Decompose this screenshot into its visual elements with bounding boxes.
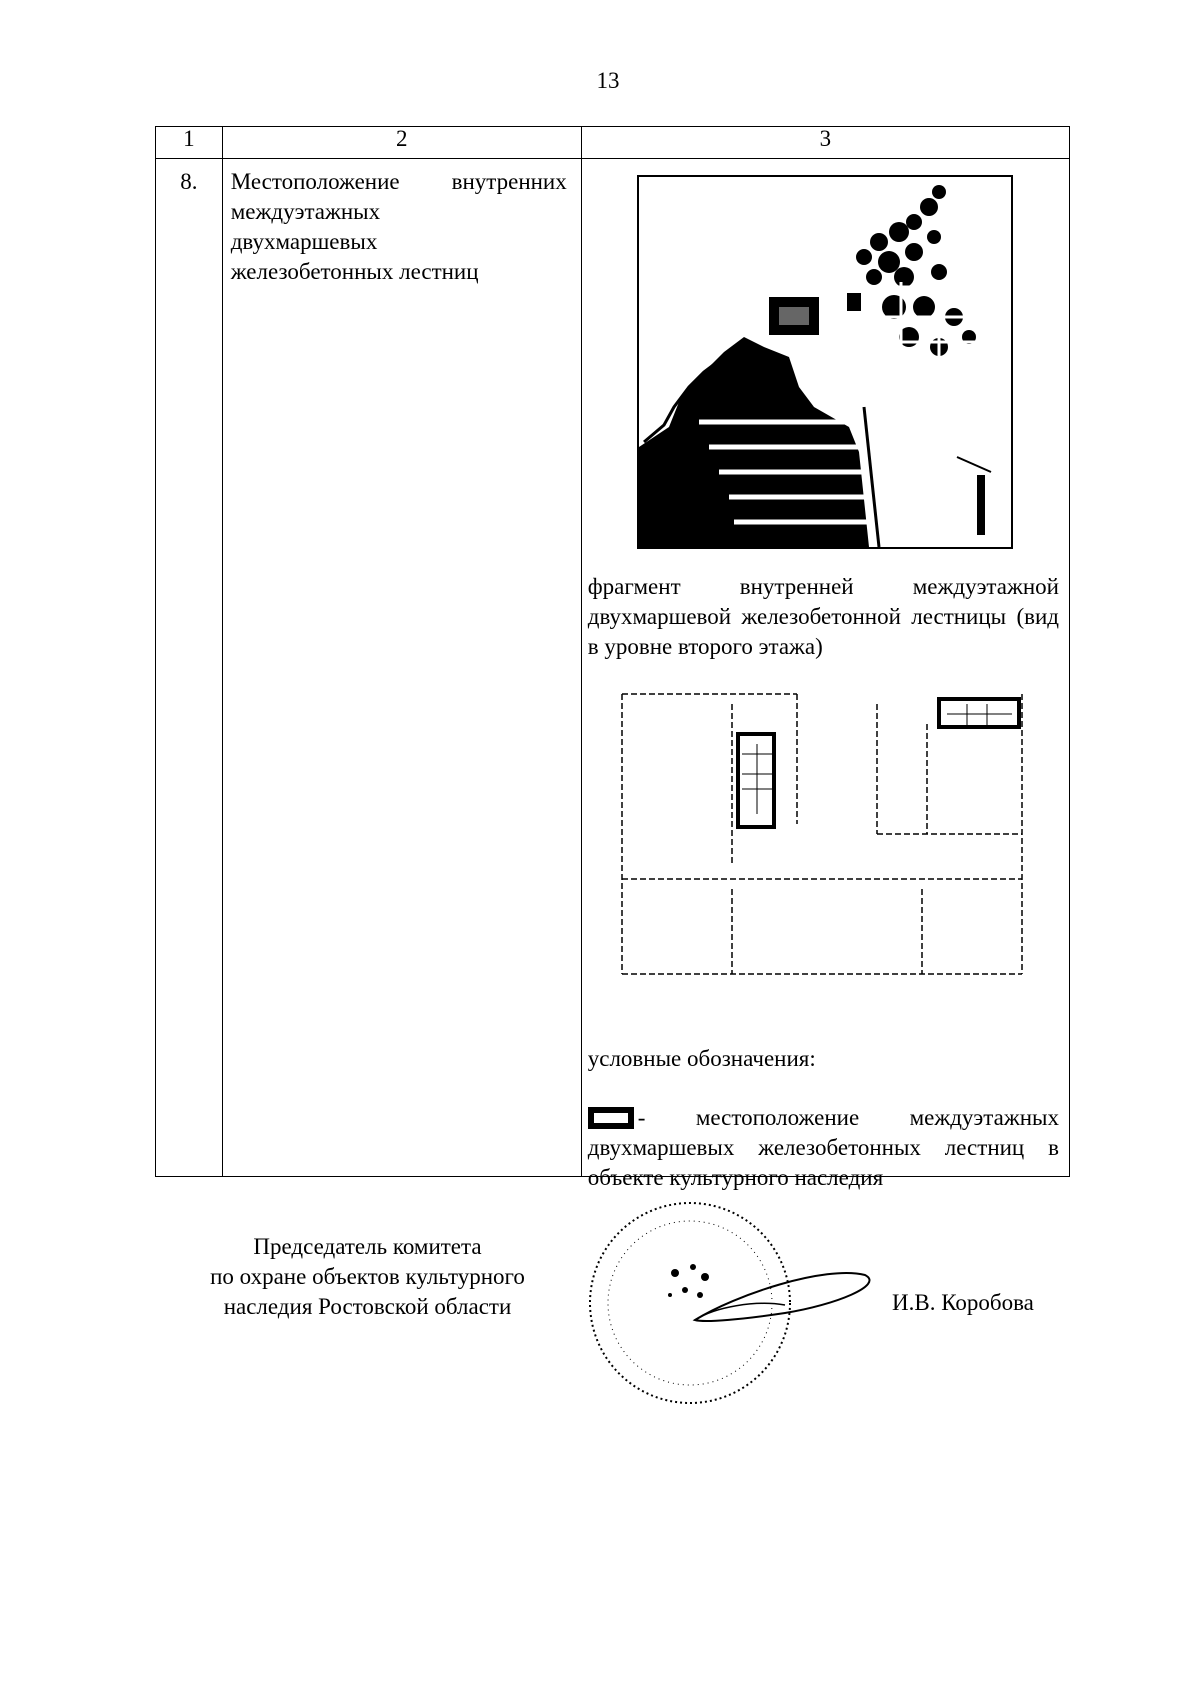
position-line-2: по охране объектов культурного — [210, 1264, 525, 1289]
legend-text: - местоположение междуэтажных двухмаршевых железобетонных лестниц в объекте культурного наследия — [587, 1105, 1059, 1190]
legend-frame-icon — [588, 1107, 634, 1129]
position-line-1: Председатель комитета — [253, 1234, 482, 1259]
page-number: 13 — [596, 68, 620, 93]
table-header-row — [156, 127, 1070, 159]
illustration-cell — [581, 159, 1069, 1190]
description-line-1: Местоположение внутренних — [230, 169, 567, 194]
position-line-3: наследия Ростовской области — [223, 1294, 512, 1319]
staircase-photo — [637, 175, 1013, 549]
legend-item — [588, 1103, 1059, 1193]
official-stamp-with-signature — [585, 1195, 875, 1410]
table-row — [156, 159, 1070, 1177]
floor-plan-diagram — [612, 684, 1042, 984]
row-description — [222, 159, 581, 1177]
legend-title: условные обозначения: — [587, 1046, 816, 1071]
photo-caption: фрагмент внутренней междуэтажной двухмаршевой железобетонной лестницы (вид в уровне второго этажа) — [587, 574, 1059, 659]
description-line-4: железобетонных лестниц — [230, 259, 479, 284]
description-line-3: двухмаршевых — [230, 229, 378, 254]
row-number: 8. — [156, 159, 223, 1177]
description-line-2: междуэтажных — [230, 199, 381, 224]
signer-name: И.В. Коробова — [892, 1290, 1034, 1315]
column-header-1: 1 — [156, 127, 223, 159]
data-table — [155, 126, 1070, 1190]
column-header-3: 3 — [581, 127, 1069, 159]
column-header-2: 2 — [222, 127, 581, 159]
signature-position — [185, 1232, 550, 1322]
